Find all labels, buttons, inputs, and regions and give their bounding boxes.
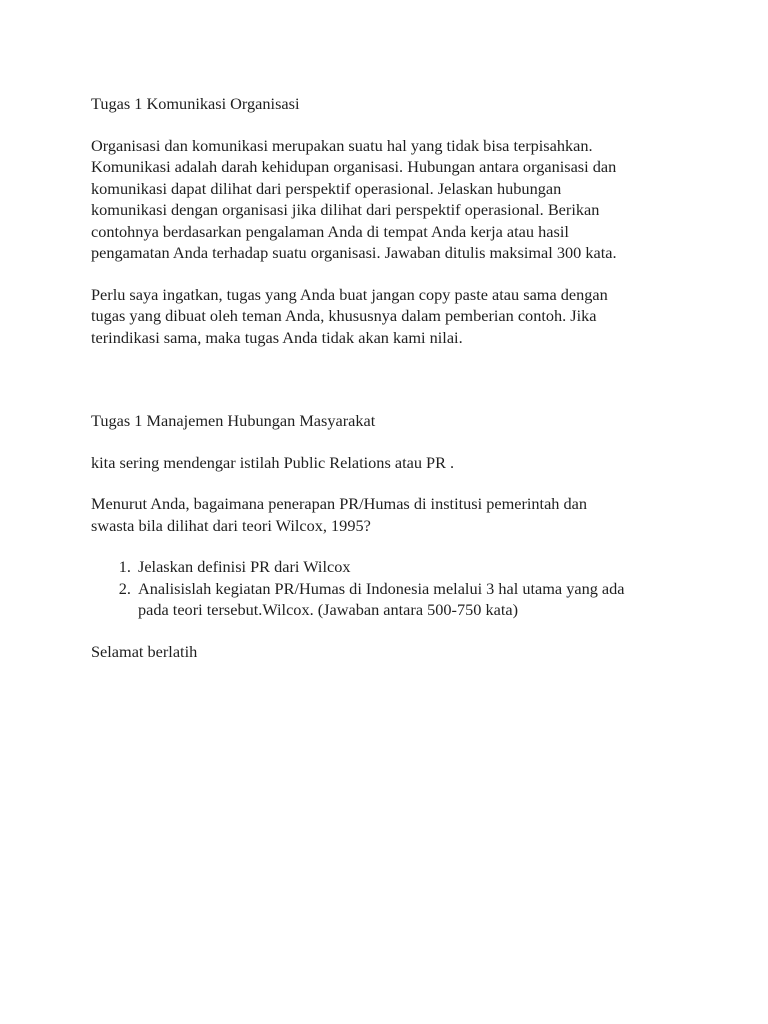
section-2-paragraph-1: kita sering mendengar istilah Public Relations atau PR .	[91, 452, 455, 472]
section-2-paragraph-2: Menurut Anda, bagaimana penerapan PR/Humas di institusi pemerintah dan swasta bila dilihat dari teori Wilcox, 1995?	[91, 494, 588, 535]
section-1-paragraph-2: Perlu saya ingatkan, tugas yang Anda buat jangan copy paste atau sama dengan tugas yang dibuat oleh teman Anda, khususnya dalam pemberian contoh. Jika terindikasi sama, maka tugas Anda tidak akan kami nilai.	[91, 284, 608, 347]
section-2-title: Tugas 1 Manajemen Hubungan Masyarakat	[91, 411, 376, 430]
section-1-paragraph-1: Organisasi dan komunikasi merupakan suatu hal yang tidak bisa terpisahkan. Komunikasi adalah darah kehidupan organisasi. Hubungan antara organisasi dan komunikasi dapat dilihat dari perspektif operasional. Jelaskan hubungan komunikasi dengan organisasi jika dilihat dari perspektif operasional. Berikan contohnya berdasarkan pengalaman Anda di tempat Anda kerja atau hasil pengamatan Anda terhadap suatu organisasi. Jawaban ditulis maksimal 300 kata.	[91, 135, 617, 262]
section-1-title: Tugas 1 Komunikasi Organisasi	[91, 94, 300, 113]
document-content	[91, 93, 691, 682]
list-item: 2. Analisislah kegiatan PR/Humas di Indonesia melalui 3 hal utama yang ada pada teori tersebut.Wilcox. (Jawaban antara 500-750 kata)	[135, 578, 691, 621]
section-spacer	[91, 368, 691, 410]
list-item: 1. Jelaskan definisi PR dari Wilcox	[135, 556, 691, 578]
question-list	[91, 556, 691, 621]
closing-text: Selamat berlatih	[91, 641, 198, 661]
